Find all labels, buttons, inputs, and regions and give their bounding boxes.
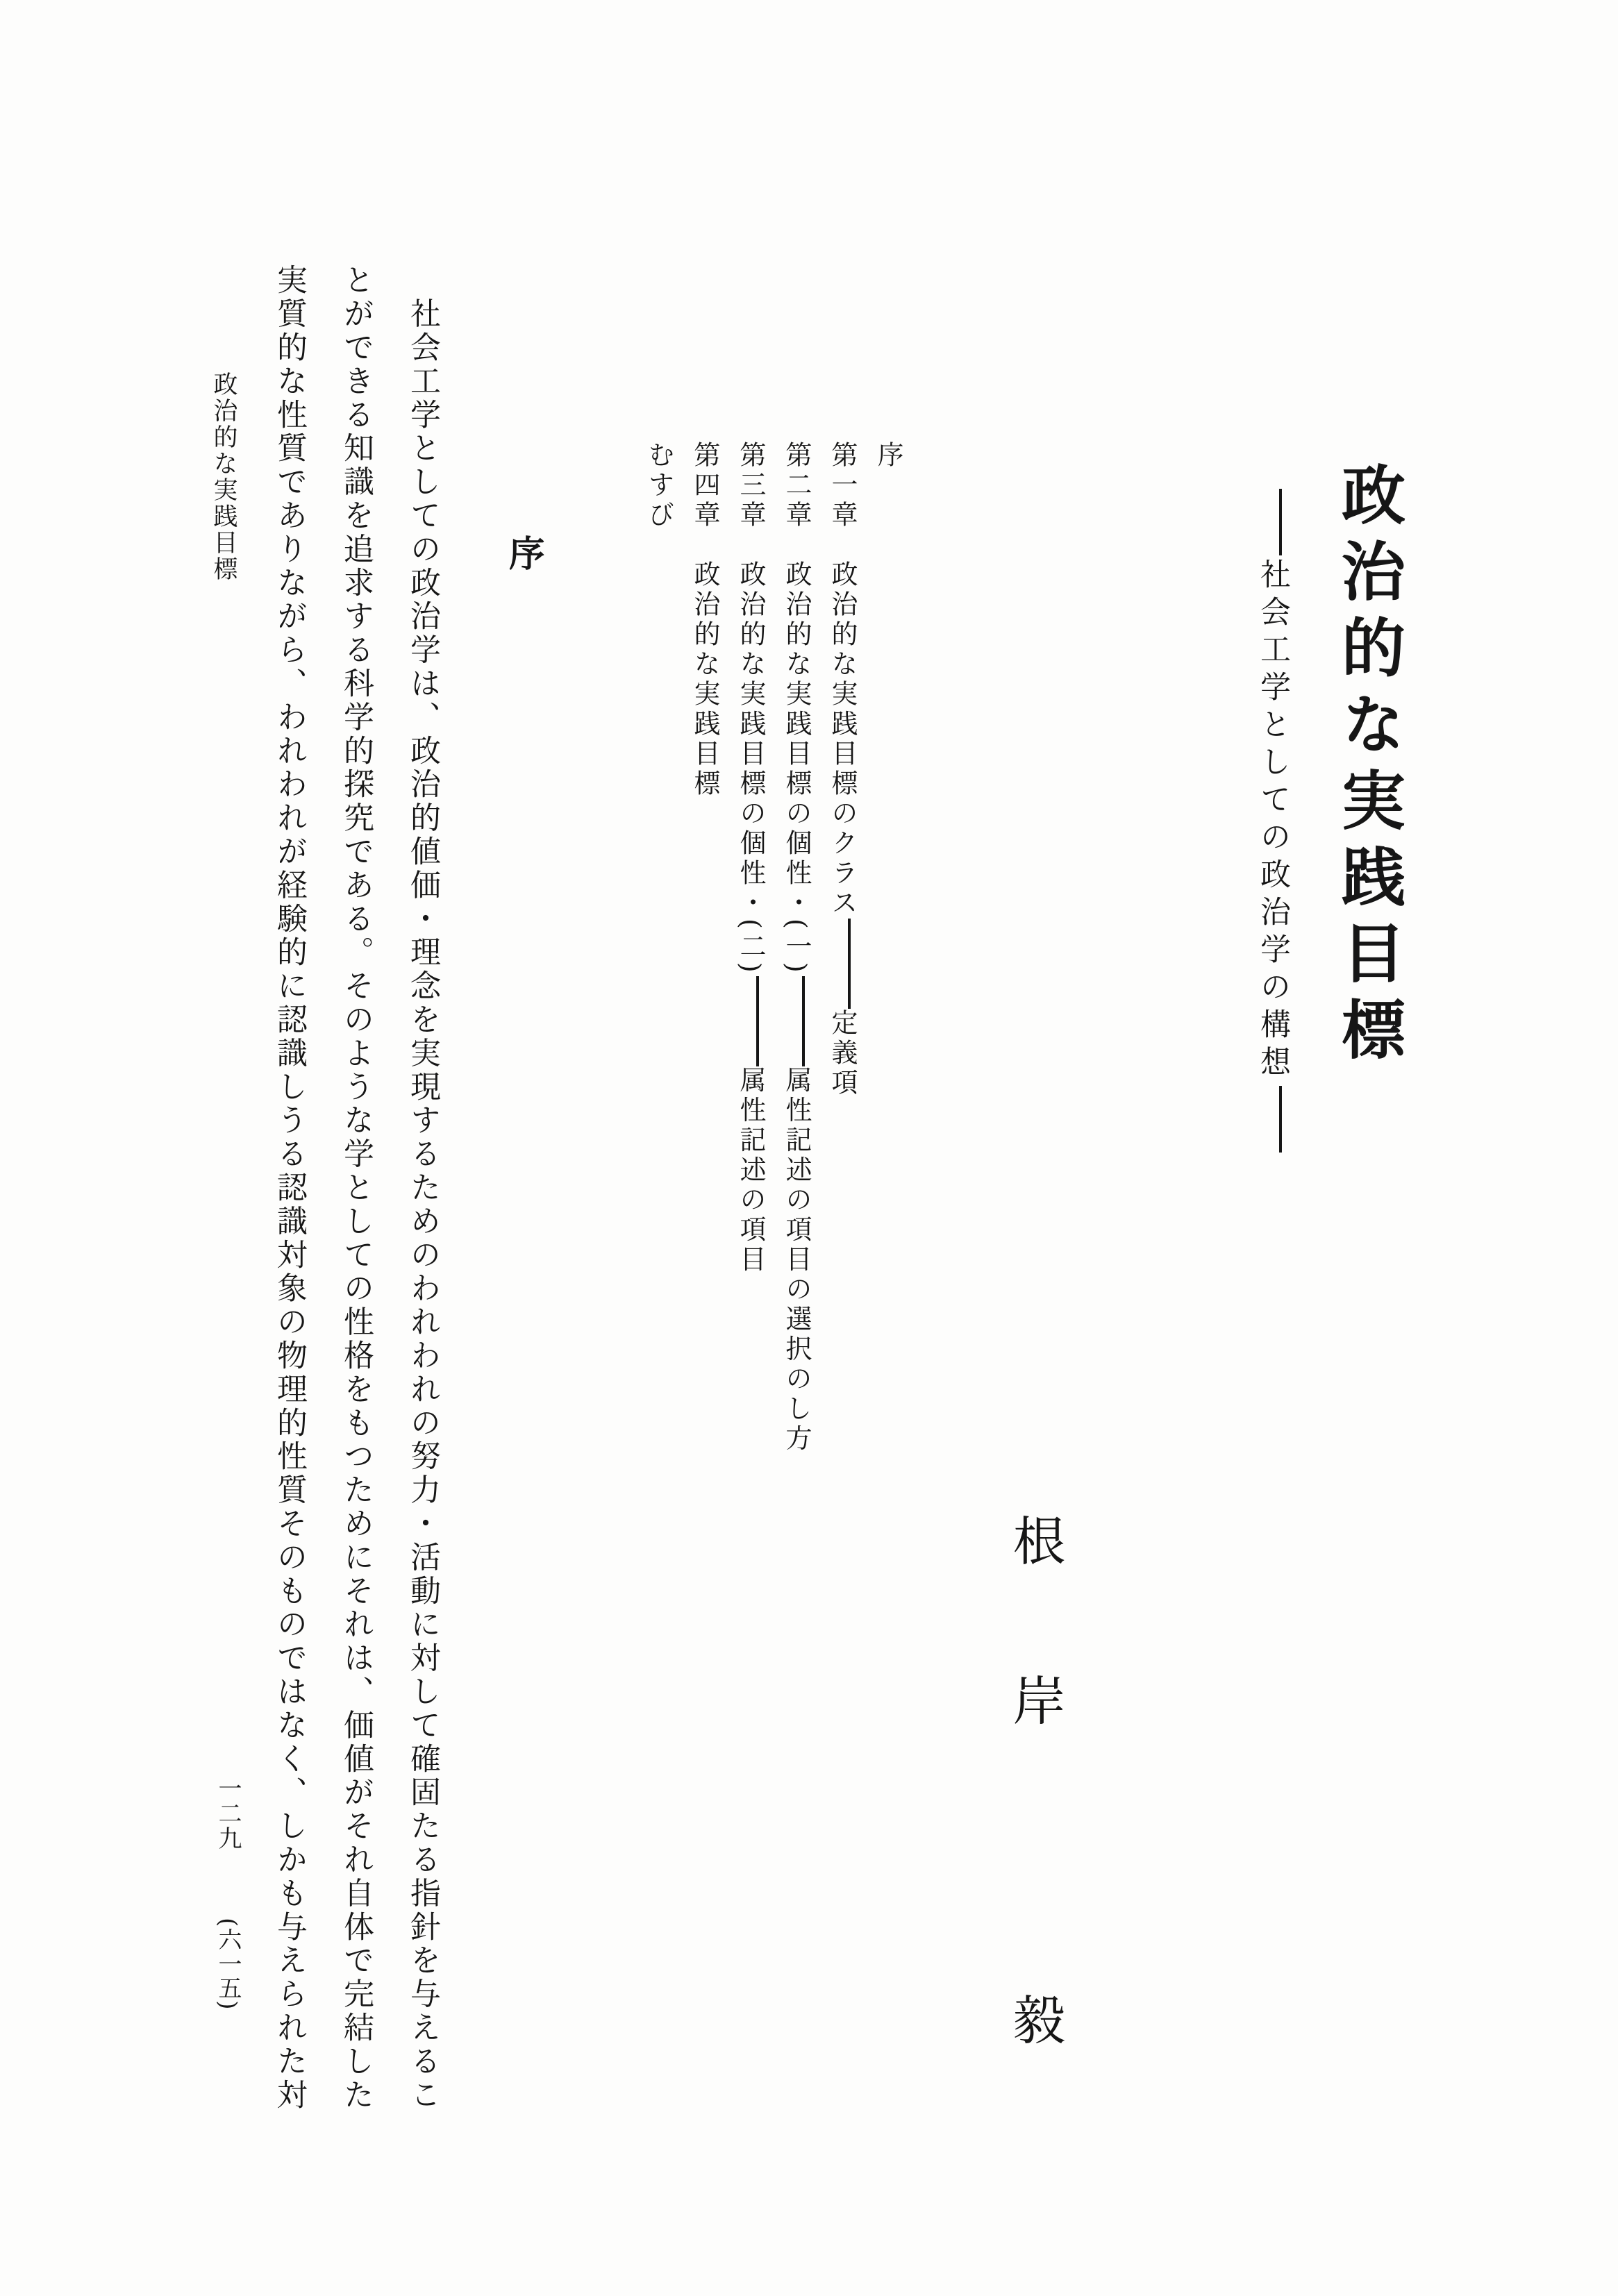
toc-entry xyxy=(728,441,774,1656)
toc-entry xyxy=(682,441,728,1656)
author-name: 根岸 毅 xyxy=(1004,1514,1066,2152)
toc-entry xyxy=(636,441,682,1656)
toc-chapter-label: むすび xyxy=(644,441,674,530)
section-heading: 序 xyxy=(502,535,544,571)
folio-number: (六一五) xyxy=(214,1918,242,2011)
toc-entry-title: 政治的な実践目標の個性・(一) xyxy=(781,560,812,976)
toc-chapter-label: 第三章 xyxy=(735,441,766,530)
em-dash-rule xyxy=(802,976,805,1066)
toc-chapter-label: 序 xyxy=(873,441,903,471)
toc-entry xyxy=(774,441,819,1656)
article-subtitle-text: 社会工学としての政治学の構想 xyxy=(1255,558,1290,1083)
toc-entry-subtitle: 属性記述の項目 xyxy=(735,1066,766,1275)
toc-chapter-label: 第一章 xyxy=(827,441,858,530)
running-title: 政治的な実践目標 xyxy=(210,371,237,583)
table-of-contents xyxy=(636,441,911,1656)
toc-entry-title: 政治的な実践目標のクラス xyxy=(827,560,858,919)
body-text xyxy=(256,264,456,2180)
toc-entry-subtitle: 属性記述の項目の選択のし方 xyxy=(781,1066,812,1455)
toc-entry-title: 政治的な実践目標 xyxy=(690,560,720,799)
em-dash-rule xyxy=(848,919,851,1009)
em-dash-rule xyxy=(1279,489,1282,555)
body-text-line: 実質的な性質でありながら、われわれが経験的に認識しうる認識対象の物理的性質そのものではなく、しかも与えられた対 xyxy=(272,264,307,2112)
toc-entry xyxy=(865,441,911,1656)
page-number: 一二九 xyxy=(214,1776,242,1851)
article-subtitle xyxy=(1255,486,1290,1155)
article-title: 政治的な実践目標 xyxy=(1331,462,1406,1073)
toc-entry-title: 政治的な実践目標の個性・(二) xyxy=(735,560,766,976)
em-dash-rule xyxy=(756,976,759,1066)
toc-entry-subtitle: 定義項 xyxy=(827,1009,858,1098)
em-dash-rule xyxy=(1279,1086,1282,1153)
toc-chapter-label: 第四章 xyxy=(690,441,720,530)
body-text-line: 社会工学としての政治学は、政治的値価・理念を実現するためのわれわれの努力・活動に対して確固たる指針を与えるこ xyxy=(405,264,440,2112)
toc-chapter-label: 第二章 xyxy=(781,441,812,530)
toc-entry xyxy=(819,441,865,1656)
body-text-line: とができる知識を追求する科学的探究である。そのような学としての性格をもつためにそれは、価値がそれ自体で完結した xyxy=(338,264,374,2112)
